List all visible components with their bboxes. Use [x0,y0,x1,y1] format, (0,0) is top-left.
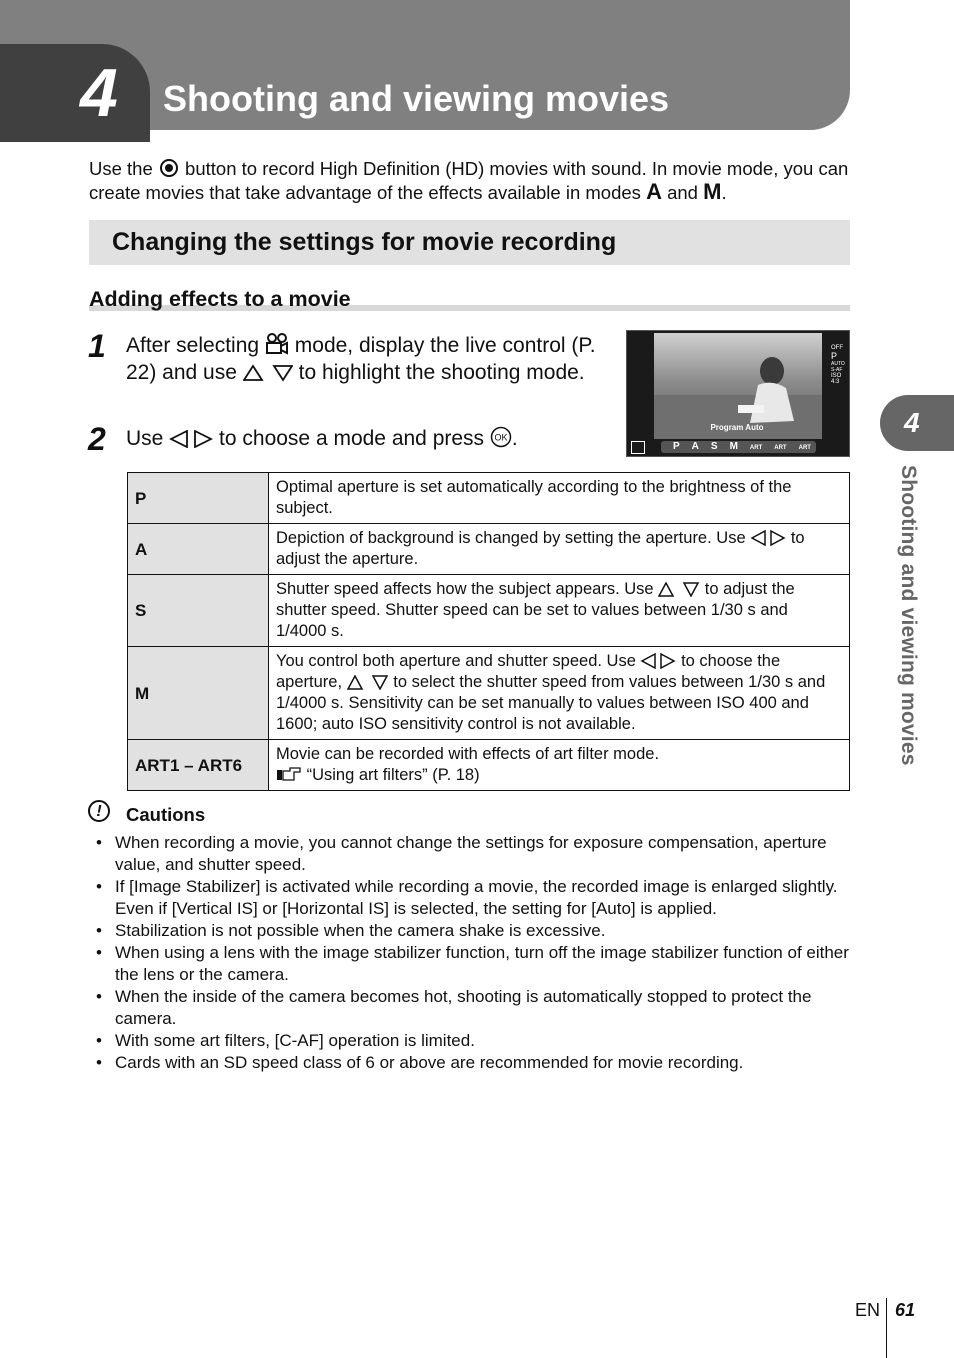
step-2-number: 2 [88,421,106,457]
up-down-arrows-icon [347,675,389,690]
section-title: Changing the settings for movie recording [112,228,617,256]
modes-table [127,472,850,791]
lcd-side-item: AUTO [831,361,845,367]
intro-text-2: button to record High Definition (HD) movies with sound. In movie mode, you can create movies that take advantage of the effects available in modes [89,158,849,203]
chapter-title: Shooting and viewing movies [163,78,670,119]
step-1-text-a: After selecting [126,334,260,357]
ok-button-icon [490,426,512,448]
list-item: • When using a lens with the image stabilizer function, turn off the image stabilizer function of either the lens or the camera. [96,942,856,986]
mode-desc-part: to select the shutter speed from values between 1/30 s and 1/4000 s. Sensitivity can be set manually to values between ISO 400 and 1600; auto ISO sensitivity control is not available. [276,673,826,733]
subsection-title: Adding effects to a movie [89,287,351,311]
table-row [128,740,850,791]
up-down-arrows-icon [243,364,293,382]
page-number: 61 [895,1300,916,1320]
intro-paragraph [89,157,849,204]
lcd-mode-a: A [691,441,699,452]
step-1-text-c: to highlight the shooting mode. [298,360,585,384]
mode-desc-part: Depiction of background is changed by setting the aperture. Use [276,529,746,547]
movie-mode-icon [265,333,289,355]
pointing-hand-icon [276,767,302,783]
mode-desc-part: “Using art filters” (P. 18) [306,766,480,784]
footer-divider [886,1298,887,1358]
table-row [128,647,850,740]
cautions-title: Cautions [126,804,206,825]
intro-and: and [667,182,698,203]
table-row [128,524,850,575]
movie-camera-icon [631,441,645,454]
list-item: • When recording a movie, you cannot change the settings for exposure compensation, aperture value, and shutter speed. [96,832,856,876]
mode-m-symbol: M [703,179,722,204]
side-tab-number: 4 [904,407,920,438]
lcd-side-item: OFF [831,345,843,351]
mode-desc [269,575,850,647]
left-right-arrows-icon [750,530,786,546]
step-2-text-c: . [511,427,518,450]
mode-desc [269,524,850,575]
lcd-side-item: ISO [831,373,842,379]
lcd-mode-s: S [710,441,718,452]
cautions-list [96,832,856,1074]
list-item: • Stabilization is not possible when the camera shake is excessive. [96,920,856,942]
lcd-mode-caption: Program Auto [710,423,764,432]
mode-desc [269,647,850,740]
intro-end: . [721,182,727,203]
table-row [128,575,850,647]
lcd-side-item: P [831,351,838,361]
lcd-side-item: 4:3 [831,379,840,385]
up-down-arrows-icon [658,582,700,597]
mode-desc-part: to choose the aperture, [276,652,781,691]
lcd-mode-bar [661,441,816,453]
mode-desc-part: to adjust the aperture. [276,529,805,568]
camera-lcd-preview [626,330,850,457]
intro-text-1: Use the [89,158,153,179]
mode-desc [269,740,850,791]
mode-a-symbol: A [646,179,662,204]
table-row [128,473,850,524]
mode-desc-part: You control both aperture and shutter speed. Use [276,652,636,670]
step-2-text-a: Use [126,427,164,450]
list-item: • When the inside of the camera becomes hot, shooting is automatically stopped to protect the camera. [96,986,856,1030]
lcd-mode-art3: ART [798,445,811,451]
left-right-arrows-icon [169,430,213,448]
step-2-text-b: to choose a mode and press [219,427,485,450]
list-item: • Cards with an SD speed class of 6 or above are recommended for movie recording. [96,1052,856,1074]
section-heading-band [89,220,850,265]
lcd-side-item: S-AF [831,367,843,373]
lcd-mode-art2: ART [774,445,787,451]
mode-key: ART1 – ART6 [128,740,269,791]
side-tab-label: Shooting and viewing movies [897,465,920,766]
mode-key: A [128,524,269,575]
caution-icon: ! [88,800,110,822]
mode-key: M [128,647,269,740]
lcd-side-panel [831,345,845,441]
step-1-number: 1 [88,328,106,364]
record-button-icon [160,159,178,177]
lcd-mode-art1: ART [749,445,763,451]
step-1-text-b: mode, display the live control (P. 22) and use [126,334,596,384]
mode-desc-part: Movie can be recorded with effects of art filter mode. [276,745,660,763]
mode-desc-part: Shutter speed affects how the subject appears. Use [276,580,654,598]
svg-text:OK: OK [494,432,508,443]
lcd-mode-m: M [729,441,738,452]
list-item: • If [Image Stabilizer] is activated while recording a movie, the recorded image is enlarged slightly. Even if [Vertical IS] or [Horizontal IS] is selected, the setting for [Auto] is applied. [96,876,856,920]
mode-desc-reference [276,765,842,786]
mode-desc-part: to adjust the shutter speed. Shutter speed can be set to values between 1/30 s and 1/4000 s. [276,580,795,640]
footer-language: EN [855,1300,881,1320]
step-2-text [126,426,606,453]
lcd-mode-p: P [673,441,680,452]
step-1-text [126,333,606,386]
mode-desc: Optimal aperture is set automatically according to the brightness of the subject. [269,473,850,524]
mode-key: S [128,575,269,647]
chapter-side-tab [880,395,954,451]
chapter-number-badge [0,44,150,142]
left-right-arrows-icon [640,653,676,669]
mode-key: P [128,473,269,524]
list-item: • With some art filters, [C-AF] operation is limited. [96,1030,856,1052]
chapter-number: 4 [80,55,118,131]
